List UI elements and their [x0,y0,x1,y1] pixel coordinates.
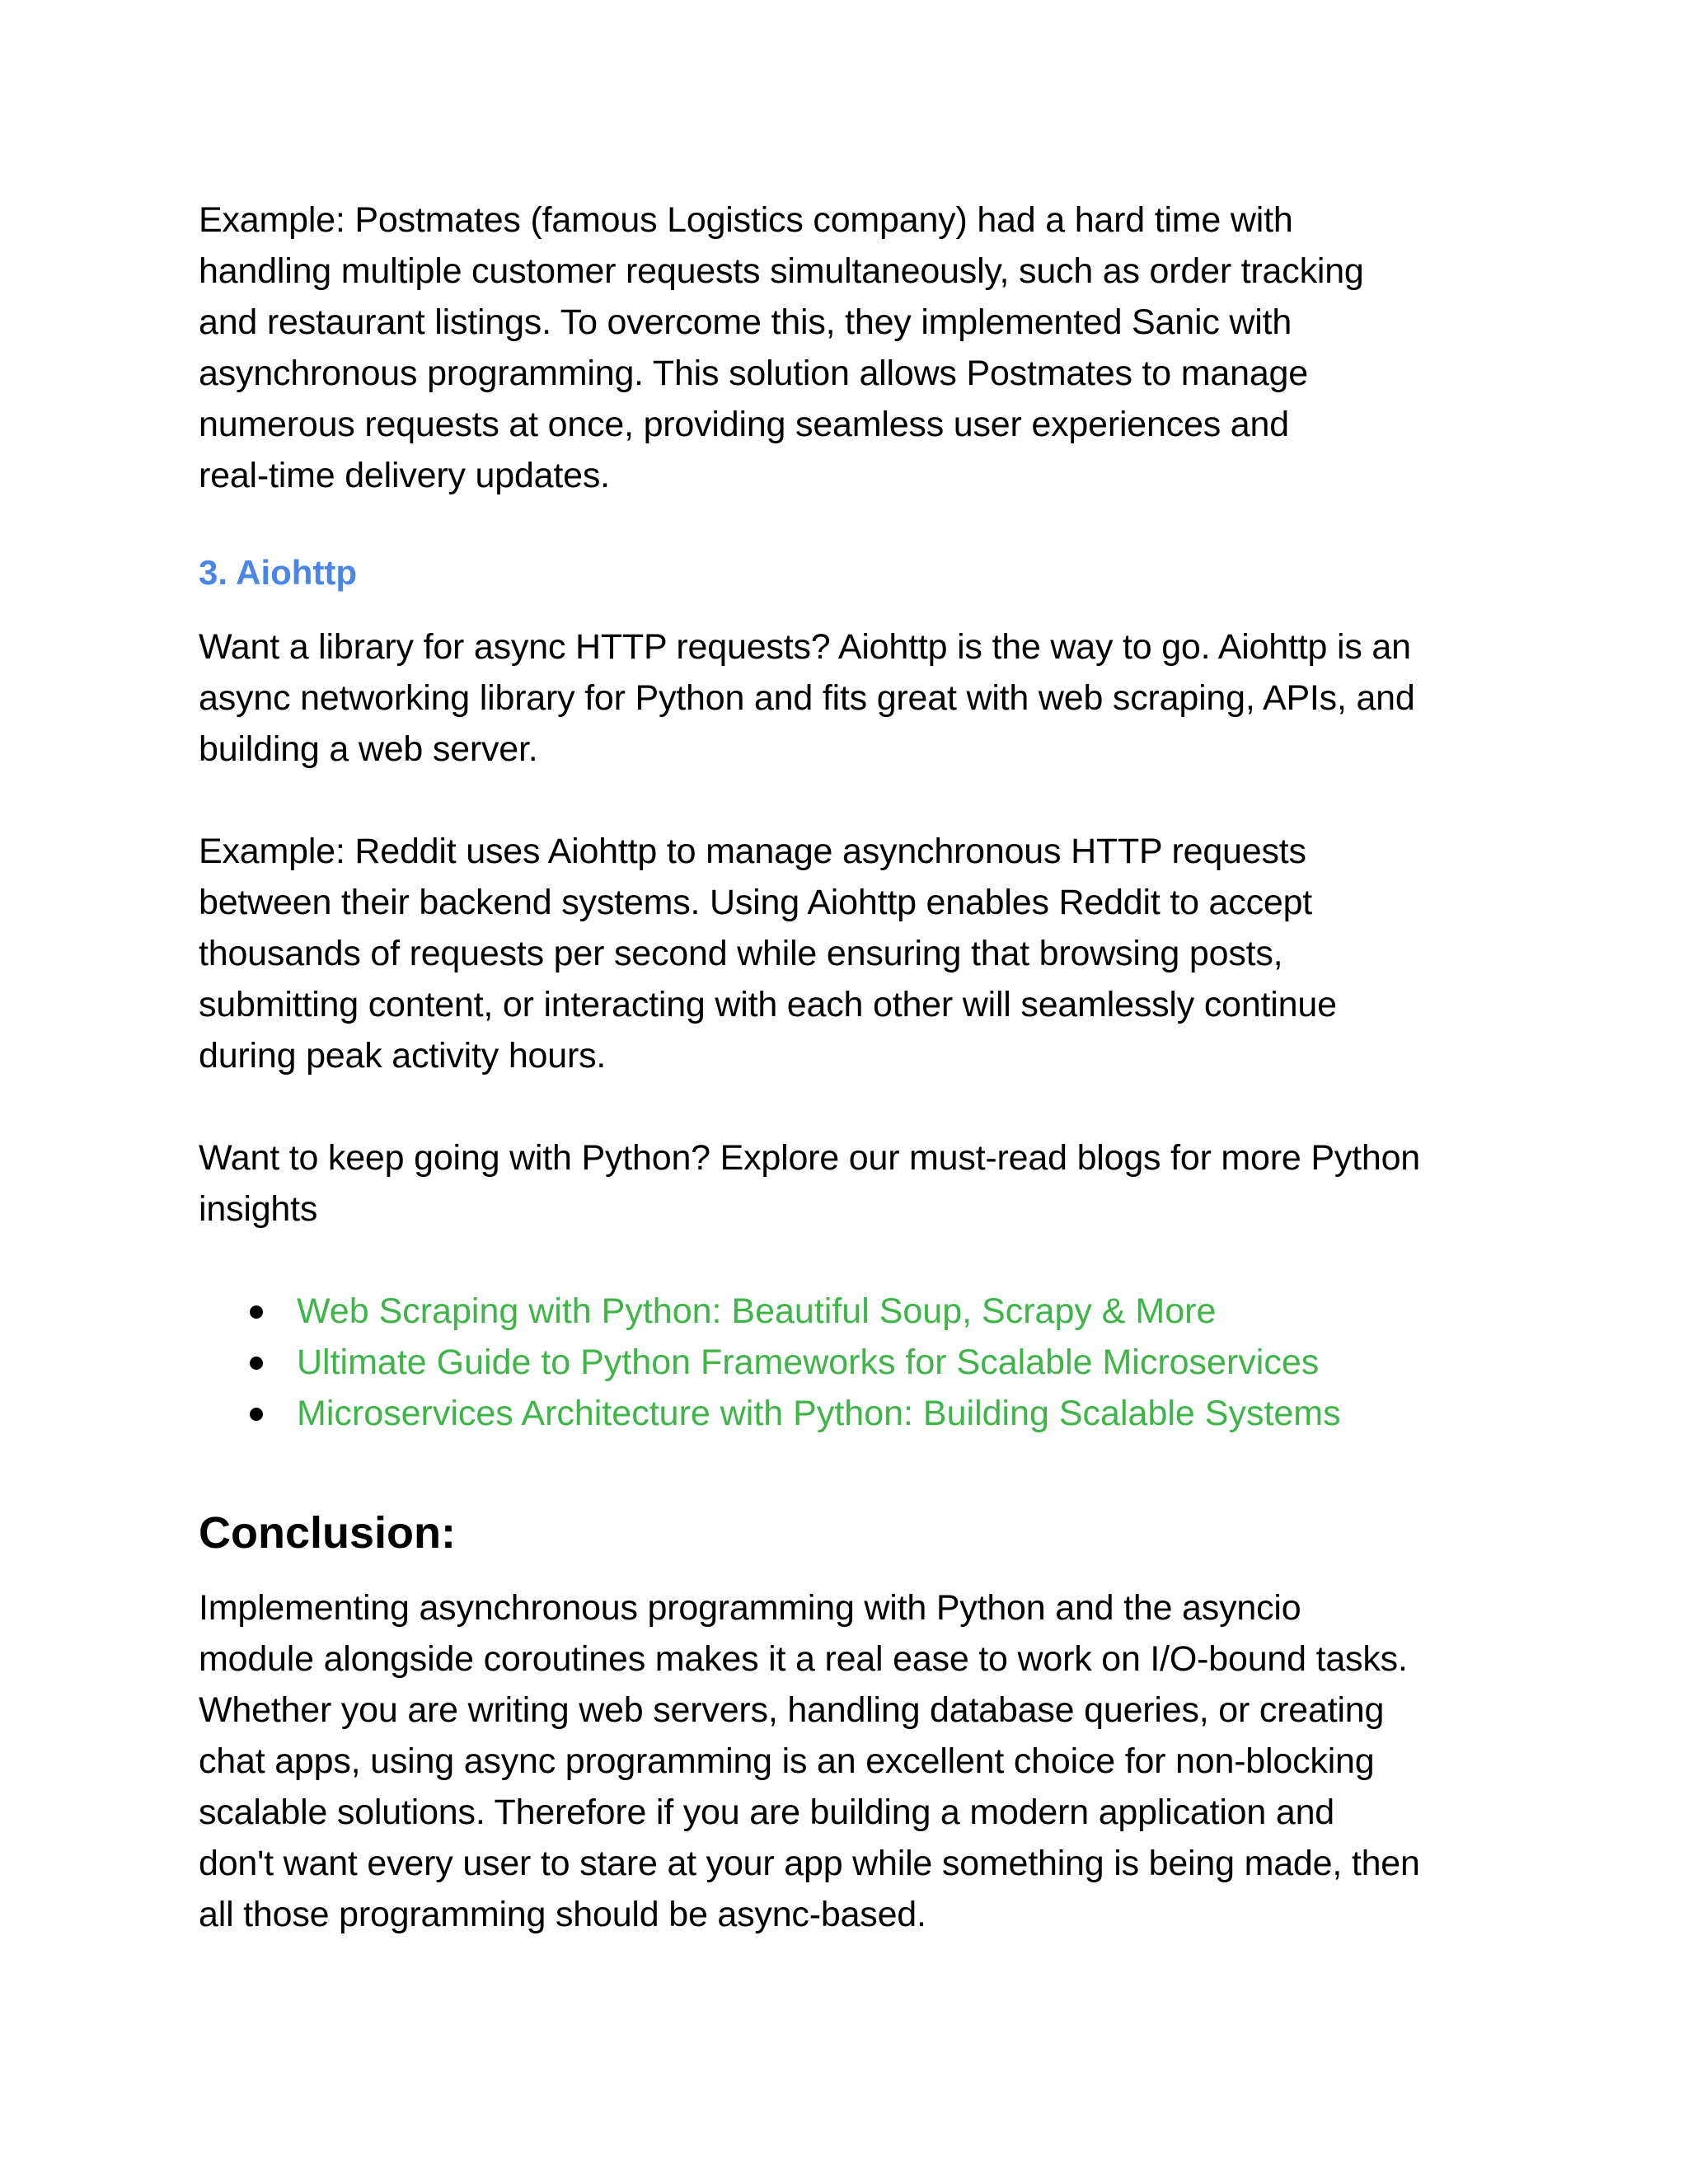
paragraph-line: between their backend systems. Using Aiohttp enables Reddit to accept [199,883,1313,922]
paragraph-line: thousands of requests per second while ensuring that browsing posts, [199,934,1283,973]
web-scraping-blog-link[interactable]: Web Scraping with Python: Beautiful Soup, Scrapy & More [297,1291,1217,1331]
paragraph-line: Want to keep going with Python? Explore our must-read blogs for more Python [199,1138,1421,1178]
microservices-architecture-blog-link[interactable]: Microservices Architecture with Python: Building Scalable Systems [297,1394,1341,1433]
paragraph-line: real-time delivery updates. [199,456,610,495]
paragraph-line: async networking library for Python and fits great with web scraping, APIs, and [199,678,1415,718]
bullet-icon [250,1305,263,1319]
paragraph-line: insights [199,1189,318,1229]
paragraph-line: submitting content, or interacting with each other will seamlessly continue [199,985,1337,1024]
paragraph-line: and restaurant listings. To overcome this, they implemented Sanic with [199,302,1292,342]
paragraph-line: module alongside coroutines makes it a real ease to work on I/O-bound tasks. [199,1639,1408,1679]
paragraph-line: building a web server. [199,729,538,769]
bullet-icon [250,1408,263,1421]
paragraph-line: Whether you are writing web servers, handling database queries, or creating [199,1690,1385,1730]
aiohttp-intro-paragraph [199,621,1501,775]
reddit-example-paragraph [199,826,1501,1081]
blog-link-item [199,1337,1501,1388]
python-blogs-cta-paragraph [199,1132,1501,1235]
paragraph-line: Example: Reddit uses Aiohttp to manage asynchronous HTTP requests [199,832,1306,871]
paragraph-line: Example: Postmates (famous Logistics company) had a hard time with [199,200,1293,240]
paragraph-line: asynchronous programming. This solution allows Postmates to manage [199,354,1308,393]
bullet-icon [250,1357,263,1370]
conclusion-heading: Conclusion: [199,1508,456,1558]
paragraph-line: Want a library for async HTTP requests? Aiohttp is the way to go. Aiohttp is an [199,627,1411,667]
paragraph-line: chat apps, using async programming is an excellent choice for non-blocking [199,1741,1375,1781]
aiohttp-heading: 3. Aiohttp [199,553,358,592]
document-body [199,194,1501,1940]
python-frameworks-blog-link[interactable]: Ultimate Guide to Python Frameworks for Scalable Microservices [297,1343,1320,1382]
blog-link-item [199,1388,1501,1439]
paragraph-line: during peak activity hours. [199,1036,607,1076]
paragraph-line: scalable solutions. Therefore if you are building a modern application and [199,1793,1334,1832]
postmates-example-paragraph [199,194,1501,501]
paragraph-line: don't want every user to stare at your app while something is being made, then [199,1844,1420,1883]
paragraph-line: all those programming should be async-based. [199,1895,926,1934]
paragraph-line: Implementing asynchronous programming with Python and the asyncio [199,1588,1301,1628]
blog-links-list [199,1286,1501,1439]
conclusion-paragraph [199,1582,1501,1940]
paragraph-line: handling multiple customer requests simultaneously, such as order tracking [199,251,1364,291]
paragraph-line: numerous requests at once, providing seamless user experiences and [199,405,1289,444]
blog-link-item [199,1286,1501,1337]
